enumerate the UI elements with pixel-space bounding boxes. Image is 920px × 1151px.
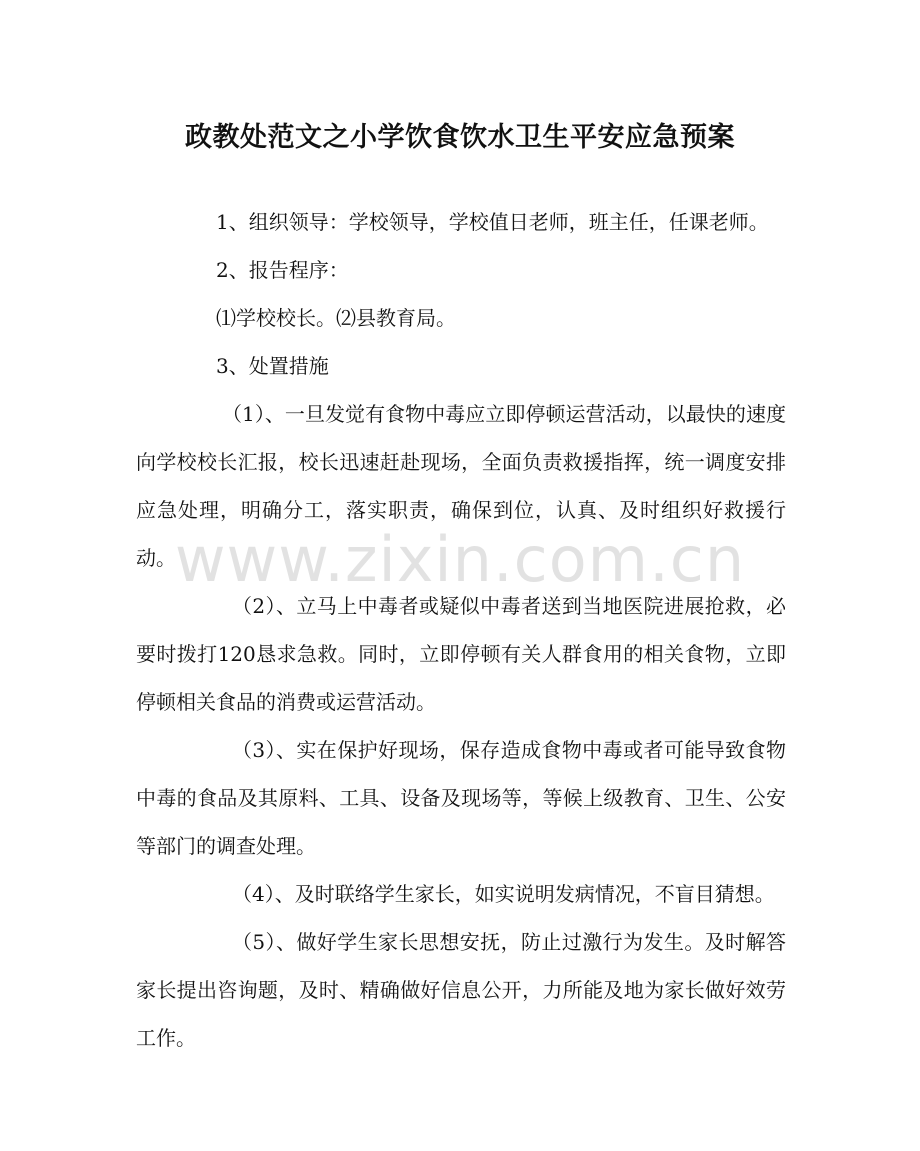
watermark: www.zixin.com.cn (174, 523, 746, 596)
paragraph-organization: 1、组织领导：学校领导，学校值日老师，班主任，任课老师。 (216, 210, 769, 234)
paragraph-report-targets: ⑴学校校长。⑵县教育局。 (216, 306, 456, 330)
document-title: 政教处范文之小学饮食饮水卫生平安应急预案 (185, 122, 735, 153)
paragraph-measure-1: （1）、一旦发觉有食物中毒应立即停顿运营活动，以最快的速度向学校校长汇报，校长迅速赶赴现场，全面负责救援指挥，统一调度安排应急处理，明确分工，落实职责，确保到位，认真、及时组织好救援行动。 (136, 402, 786, 570)
paragraph-report-procedure: 2、报告程序： (216, 258, 349, 282)
document-body (136, 198, 786, 1062)
paragraph-measure-3: （3）、实在保护好现场，保存造成食物中毒或者可能导致食物中毒的食品及其原料、工具、设备及现场等，等候上级教育、卫生、公安等部门的调查处理。 (136, 738, 786, 858)
paragraph-measure-4: （4）、及时联络学生家长，如实说明发病情况，不盲目猜想。 (232, 882, 775, 906)
paragraph-measure-2: （2）、立马上中毒者或疑似中毒者送到当地医院进展抢救，必要时拨打120恳求急救。同时，立即停顿有关人群食用的相关食物，立即停顿相关食品的消费或运营活动。 (136, 594, 786, 714)
paragraph-measure-5: （5）、做好学生家长思想安抚，防止过激行为发生。及时解答家长提出咨询题，及时、精确做好信息公开，力所能及地为家长做好效劳工作。 (136, 930, 786, 1050)
paragraph-measures-heading: 3、处置措施 (216, 354, 329, 378)
